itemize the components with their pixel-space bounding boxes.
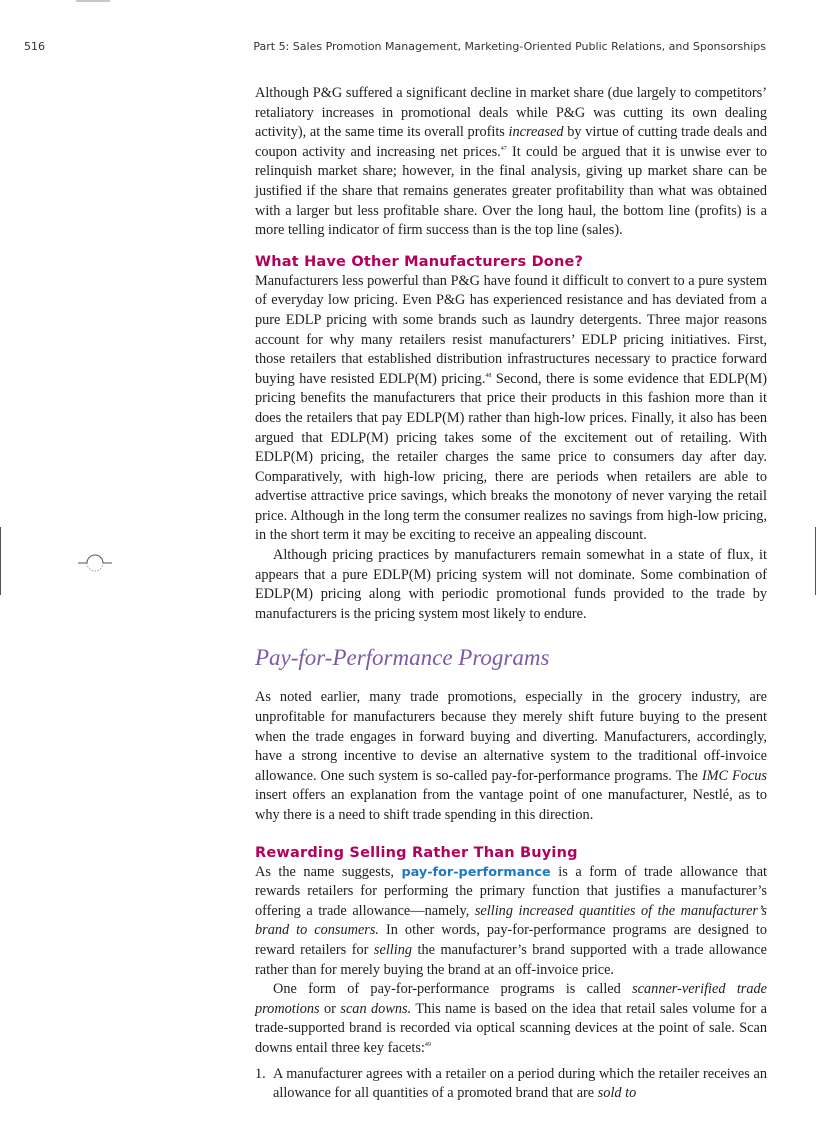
scan-down-facets-list [255, 1065, 767, 1104]
paragraph-pg-profits: Although P&G suffered a significant decline in market share (due largely to competitors’ retaliatory increases in promotional deals while P&G was cutting its own dealing activity), at the same time its overall profits increased by virtue of cutting trade deals and coupon activity and increasing net prices.$^{47}$ It could be argued that it is unwise ever to relinquish market share; however, in the final analysis, giving up market share can be justified if the share that remains generates greater profitability than what was obtained with a larger but less profitable share. Over the long haul, the bottom line (profits) is a more telling indicator of firm success than is the top line (sales). [255, 85, 768, 239]
paragraph-edlp-flux: Although pricing practices by manufacturers remain somewhat in a state of flux, it appears that a pure EDLP(M) pricing system will not dominate. Some combination of EDLP(M) pricing along with periodic promotional funds provided to the trade by manufacturers is the pricing system most likely to endure. [255, 547, 767, 622]
registration-mark-icon [78, 552, 112, 574]
crop-mark [76, 0, 110, 2]
margin-rule-left [0, 527, 1, 595]
running-head: Part 5: Sales Promotion Management, Marketing-Oriented Public Relations, and Sponsorships [253, 40, 766, 53]
paragraph-pay-intro: As noted earlier, many trade promotions, especially in the grocery industry, are unprofitable for manufacturers because they merely shift future buying to the present when the trade engages in forward buying and diverting. Manufacturers, accordingly, have a strong incentive to devise an alternative system to the traditional off-invoice allowance. One such system is so-called pay-for-performance programs. The IMC Focus insert offers an explanation from the vantage point of one manufacturer, Nestlé, as to why there is a need to shift trade spending in this direction. [255, 689, 767, 823]
list-item: 1. A manufacturer agrees with a retailer on a period during which the retailer receives an allowance for all quantities of a promoted brand that are sold to [255, 1065, 767, 1102]
footnote-ref: 49 [424, 1041, 431, 1048]
page-number: 516 [24, 40, 45, 53]
body-column [255, 84, 767, 1104]
paragraph-pay-definition: As the name suggests, pay-for-performance is a form of trade allowance that rewards retailers for performing the primary function that justifies a manufacturer’s offering a trade allowance—namely, selling increased quantities of the manufacturer’s brand to consumers. In other words, pay-for-performance programs are designed to reward retailers for selling the manufacturer’s brand supported with a trade allowance rather than for merely buying the brand at an off-invoice price. [255, 863, 768, 978]
footnote-ref: 47 [500, 145, 507, 152]
key-term: pay-for-performance [401, 864, 551, 880]
paragraph-scan-downs: One form of pay-for-performance programs is called scanner-verified trade promotions or scan downs. This name is based on the idea that retail sales volume for a trade-supported brand is recorded via optical scanning devices at the point of sale. Scan downs entail three key facets:$^{49}$ [255, 981, 768, 1056]
footnote-ref: 48 [485, 372, 492, 379]
section-title-pay-for-performance: Pay-for-Performance Programs [255, 645, 550, 671]
paragraph-edlp-resistance: Manufacturers less powerful than P&G have found it difficult to convert to a pure system of everyday low pricing. Even P&G has experienced resistance and has deviated from a pure EDLP pricing with some brands such as laundry detergents. Three major reasons account for why many retailers resist manufacturers’ EDLP pricing initiatives. First, those retailers that established distribution infrastructures necessary to practice forward buying have resisted EDLP(M) pricing.$^{48}$ Second, there is some evidence that EDLP(M) pricing benefits the manufacturers that price their products in this fashion more than it does the retailers that pay EDLP(M) rather than high-low prices. Finally, it also has been argued that EDLP(M) pricing takes some of the excitement out of retailing. With EDLP(M) pricing, the retailer charges the same price to consumers day after day. Comparatively, with high-low pricing, there are periods when retailers are able to advertise attractive price savings, which breaks the monotony of never varying the retail price. Although in the long term the consumer realizes no savings from high-low pricing, in the short term it may be exciting to receive an appealing discount. [255, 272, 767, 544]
heading-other-manufacturers: What Have Other Manufacturers Done? [255, 253, 584, 270]
heading-rewarding-selling: Rewarding Selling Rather Than Buying [255, 844, 578, 861]
